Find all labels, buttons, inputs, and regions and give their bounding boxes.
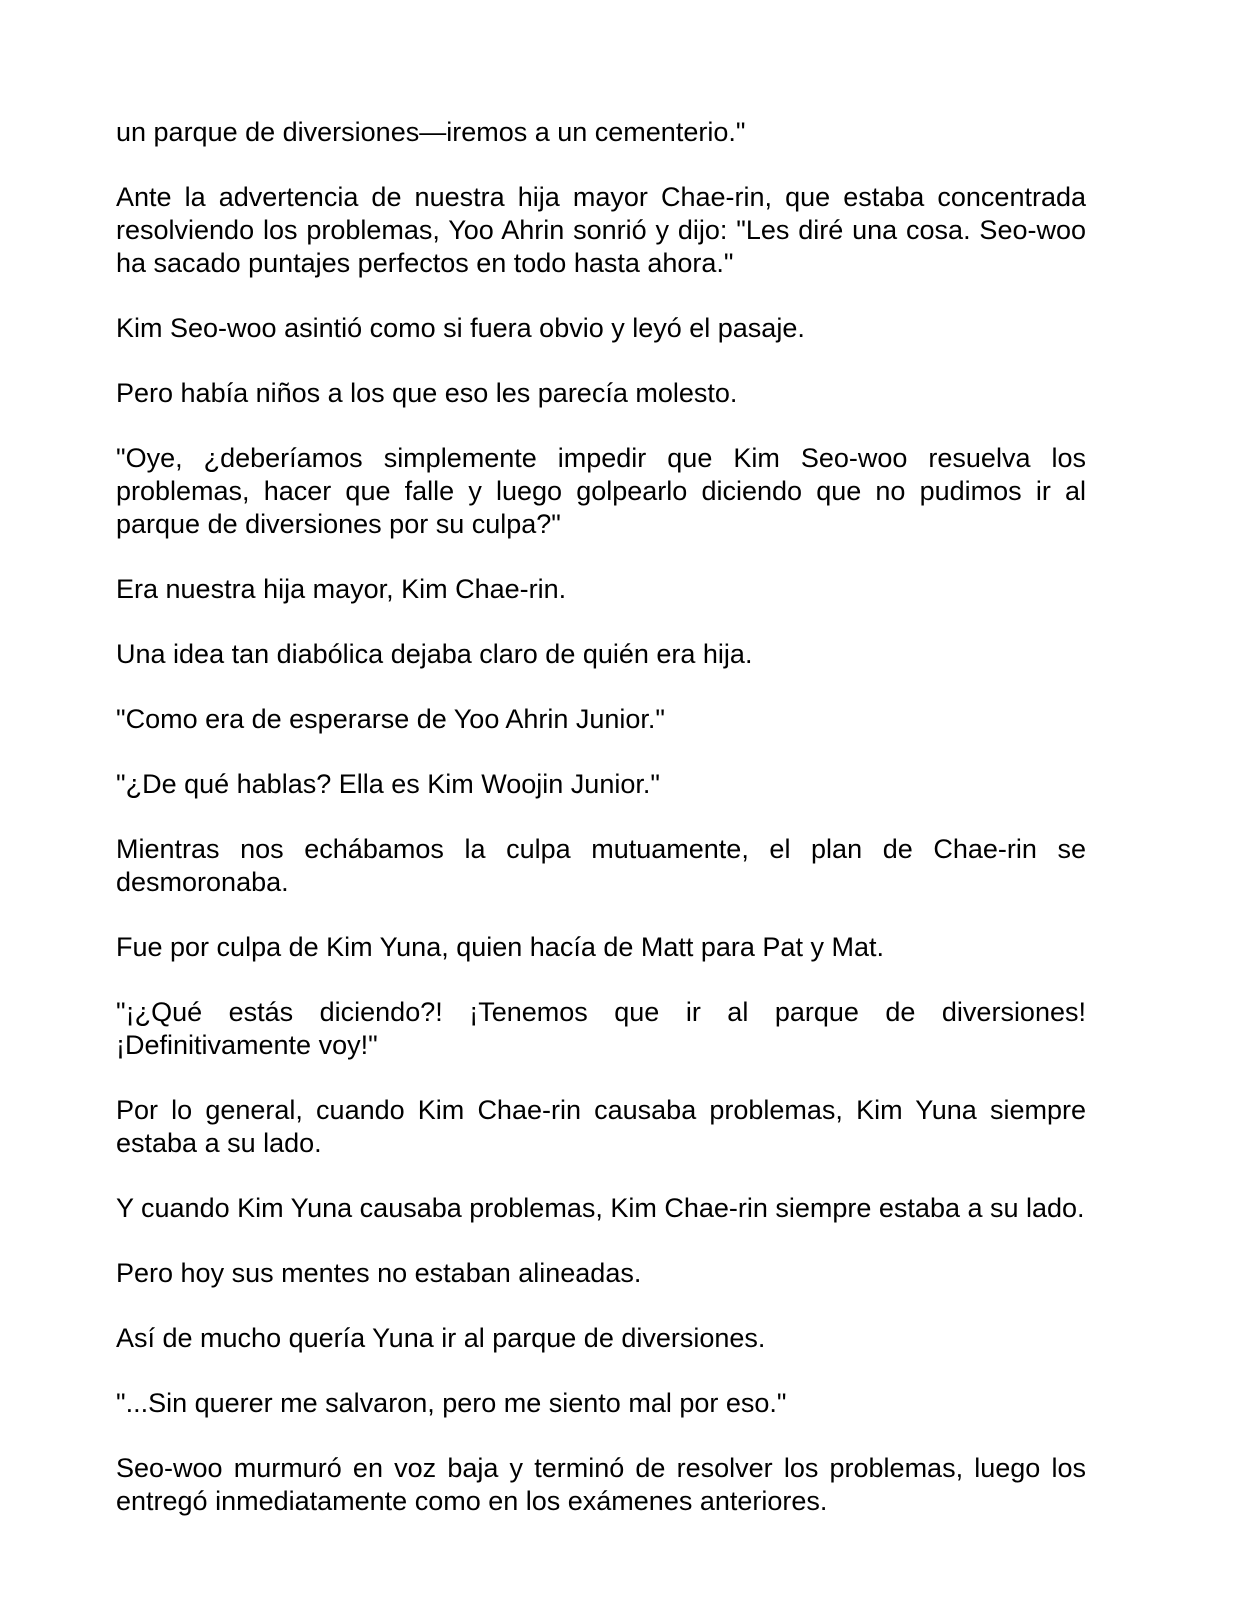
paragraph: "¡¿Qué estás diciendo?! ¡Tenemos que ir al parque de diversiones! ¡Definitivamente voy!" <box>116 997 1086 1060</box>
paragraph: Fue por culpa de Kim Yuna, quien hacía de Matt para Pat y Mat. <box>116 932 884 962</box>
paragraph: Por lo general, cuando Kim Chae-rin causaba problemas, Kim Yuna siempre estaba a su lado. <box>116 1095 1086 1158</box>
paragraph: Mientras nos echábamos la culpa mutuamente, el plan de Chae-rin se desmoronaba. <box>116 834 1086 897</box>
paragraph: "Oye, ¿deberíamos simplemente impedir que Kim Seo-woo resuelva los problemas, hacer que falle y luego golpearlo diciendo que no pudimos ir al parque de diversiones por su culpa?" <box>116 443 1086 539</box>
paragraph: "Como era de esperarse de Yoo Ahrin Junior." <box>116 704 666 734</box>
paragraph: Era nuestra hija mayor, Kim Chae-rin. <box>116 574 567 604</box>
paragraph: Ante la advertencia de nuestra hija mayor Chae-rin, que estaba concentrada resolviendo los problemas, Yoo Ahrin sonrió y dijo: "Les diré una cosa. Seo-woo ha sacado puntajes perfectos en todo hasta ahora." <box>116 182 1086 278</box>
paragraph: Pero hoy sus mentes no estaban alineadas. <box>116 1258 642 1288</box>
paragraph: Seo-woo murmuró en voz baja y terminó de resolver los problemas, luego los entregó inmediatamente como en los exámenes anteriores. <box>116 1453 1086 1516</box>
paragraph: "...Sin querer me salvaron, pero me siento mal por eso." <box>116 1388 787 1418</box>
paragraph: Y cuando Kim Yuna causaba problemas, Kim Chae-rin siempre estaba a su lado. <box>116 1193 1085 1223</box>
paragraph: un parque de diversiones—iremos a un cementerio." <box>116 117 746 147</box>
paragraph: Así de mucho quería Yuna ir al parque de diversiones. <box>116 1323 766 1353</box>
paragraph: Kim Seo-woo asintió como si fuera obvio y leyó el pasaje. <box>116 313 805 343</box>
paragraph: "¿De qué hablas? Ella es Kim Woojin Junior." <box>116 769 660 799</box>
paragraph: Una idea tan diabólica dejaba claro de quién era hija. <box>116 639 753 669</box>
paragraph: Pero había niños a los que eso les parecía molesto. <box>116 378 738 408</box>
document-body <box>116 116 1086 1550</box>
